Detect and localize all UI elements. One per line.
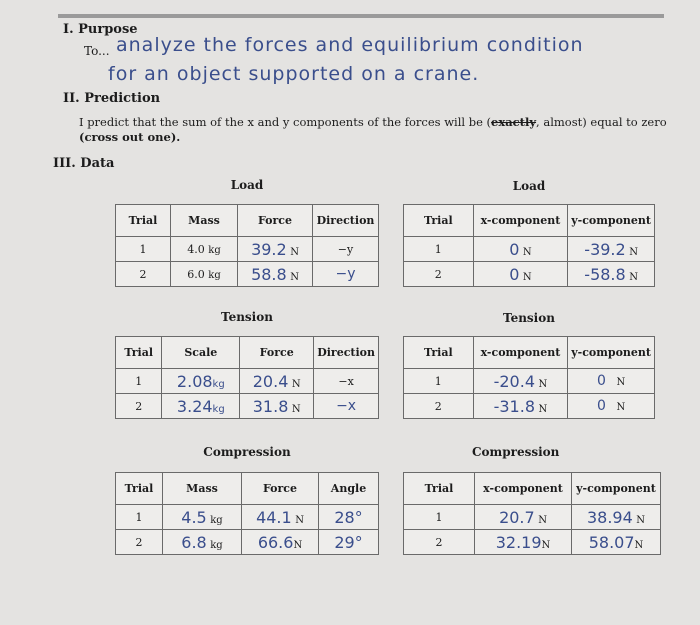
load-components-title: Load (512, 179, 546, 193)
x-unit: N (522, 246, 532, 258)
direction-cell: −y (313, 237, 379, 262)
table-row (116, 237, 379, 262)
trial-cell: 2 (116, 530, 163, 555)
mass-cell (163, 530, 242, 555)
mass-value: 4.0 (187, 242, 205, 256)
table-row (404, 505, 661, 530)
table-row (116, 369, 379, 394)
force-unit: N (293, 539, 303, 551)
prediction-instruction: (cross out one). (79, 130, 181, 144)
mass-unit: kg (208, 244, 221, 256)
load-components-table (403, 204, 655, 287)
col-force: Force (238, 205, 313, 237)
purpose-prefix: To... (84, 44, 110, 58)
table-row (404, 530, 661, 555)
table-header-row (116, 337, 379, 369)
x-cell (473, 394, 568, 419)
x-cell (475, 530, 572, 555)
x-value: 0 (509, 239, 520, 259)
y-value: 0 (597, 373, 606, 389)
compression-components-table (403, 472, 661, 555)
y-value: -39.2 (584, 239, 626, 259)
scale-cell (162, 369, 240, 394)
angle-cell: 28° (319, 505, 379, 530)
y-unit: N (634, 539, 644, 551)
direction-cell: −y (313, 262, 379, 287)
col-direction: Direction (314, 337, 379, 369)
y-cell (568, 262, 655, 287)
col-y-component: y-component (568, 337, 655, 369)
scale-unit: kg (212, 378, 225, 390)
force-value: 39.2 (251, 239, 287, 259)
col-trial: Trial (116, 205, 171, 237)
mass-value: 4.5 (181, 507, 207, 527)
table-row (404, 369, 655, 394)
prediction-text-after: , almost) equal to zero (536, 115, 667, 129)
trial-cell: 2 (116, 394, 162, 419)
table-row (404, 262, 655, 287)
force-value: 20.4 (252, 371, 289, 391)
y-value: 58.07 (588, 532, 635, 552)
x-unit: N (522, 271, 532, 283)
col-direction: Direction (313, 205, 379, 237)
y-cell (572, 530, 661, 555)
y-unit: N (629, 246, 638, 258)
trial-cell: 2 (404, 530, 475, 555)
col-trial: Trial (404, 473, 475, 505)
x-unit: N (541, 539, 551, 551)
scale-unit: kg (212, 403, 225, 415)
prediction-heading: II. Prediction (63, 91, 161, 106)
x-cell (473, 369, 568, 394)
compression-table (115, 472, 379, 555)
tension-components-table (403, 336, 655, 419)
table-row (404, 394, 655, 419)
trial-cell: 2 (404, 262, 474, 287)
col-force: Force (240, 337, 314, 369)
table-header-row (116, 205, 379, 237)
trial-cell: 2 (404, 394, 474, 419)
y-unit: N (636, 514, 646, 526)
tension-components-title: Tension (503, 311, 555, 325)
mass-unit: kg (210, 539, 223, 551)
mass-unit: kg (208, 269, 221, 281)
prediction-text (79, 115, 667, 130)
col-y-component: y-component (572, 473, 661, 505)
force-value: 44.1 (256, 507, 292, 527)
table-header-row (116, 473, 379, 505)
force-cell (242, 530, 319, 555)
x-cell (475, 505, 572, 530)
x-value: 0 (509, 264, 520, 284)
col-x-component: x-component (473, 205, 568, 237)
mass-cell (163, 505, 242, 530)
col-y-component: y-component (568, 205, 655, 237)
purpose-line-2: for an object supported on a crane. (108, 63, 480, 85)
col-mass: Mass (163, 473, 242, 505)
table-row (116, 394, 379, 419)
force-value: 31.8 (252, 396, 289, 416)
trial-cell: 1 (404, 237, 474, 262)
trial-cell: 1 (404, 505, 475, 530)
force-unit: N (290, 246, 299, 258)
trial-cell: 1 (116, 237, 171, 262)
col-angle: Angle (319, 473, 379, 505)
y-unit: N (629, 271, 638, 283)
trial-cell: 1 (404, 369, 474, 394)
direction-cell: −x (314, 394, 379, 419)
purpose-line-1: analyze the forces and equilibrium condition (116, 34, 584, 56)
top-rule (58, 14, 664, 18)
x-value: 20.7 (499, 507, 535, 527)
x-cell (473, 237, 568, 262)
force-cell (238, 237, 313, 262)
force-cell (242, 505, 319, 530)
scale-value: 2.08 (176, 371, 213, 391)
col-trial: Trial (116, 473, 163, 505)
y-cell (568, 394, 655, 419)
angle-cell: 29° (319, 530, 379, 555)
col-scale: Scale (162, 337, 240, 369)
force-unit: N (291, 378, 301, 390)
y-value: -58.8 (584, 264, 626, 284)
force-cell (240, 369, 314, 394)
compression-title: Compression (203, 445, 291, 459)
y-value: 38.94 (586, 507, 633, 527)
force-unit: N (291, 403, 301, 415)
col-force: Force (242, 473, 319, 505)
y-unit: N (616, 402, 626, 413)
table-row (116, 530, 379, 555)
table-header-row (404, 337, 655, 369)
mass-unit: kg (210, 514, 223, 526)
purpose-heading: I. Purpose (63, 22, 138, 37)
force-value: 66.6 (257, 532, 294, 552)
trial-cell: 1 (116, 505, 163, 530)
x-cell (473, 262, 568, 287)
table-row (404, 237, 655, 262)
trial-cell: 1 (116, 369, 162, 394)
scale-value: 3.24 (176, 396, 213, 416)
col-x-component: x-component (475, 473, 572, 505)
x-unit: N (538, 378, 548, 390)
mass-value: 6.8 (181, 532, 207, 552)
table-header-row (404, 205, 655, 237)
x-unit: N (538, 403, 548, 415)
table-row (116, 505, 379, 530)
col-trial: Trial (404, 205, 474, 237)
force-unit: N (290, 271, 299, 283)
y-cell (572, 505, 661, 530)
mass-cell (171, 262, 238, 287)
direction-cell: −x (314, 369, 379, 394)
scale-cell (162, 394, 240, 419)
prediction-text-before: I predict that the sum of the x and y components of the forces will be ( (79, 115, 492, 129)
x-unit: N (538, 514, 547, 526)
mass-cell (171, 237, 238, 262)
y-value: 0 (597, 398, 606, 414)
compression-components-title: Compression (472, 445, 560, 459)
load-title: Load (230, 178, 264, 192)
force-cell (238, 262, 313, 287)
force-unit: N (295, 514, 304, 526)
trial-cell: 2 (116, 262, 171, 287)
y-unit: N (616, 377, 626, 388)
y-cell (568, 237, 655, 262)
x-value: -20.4 (493, 371, 535, 391)
col-mass: Mass (171, 205, 238, 237)
col-x-component: x-component (473, 337, 568, 369)
force-cell (240, 394, 314, 419)
mass-value: 6.0 (187, 267, 205, 281)
x-value: 32.19 (495, 532, 542, 552)
col-trial: Trial (116, 337, 162, 369)
col-trial: Trial (404, 337, 474, 369)
x-value: -31.8 (493, 396, 535, 416)
y-cell (568, 369, 655, 394)
force-value: 58.8 (251, 264, 287, 284)
table-row (116, 262, 379, 287)
data-heading: III. Data (53, 156, 115, 171)
prediction-struck-option: exactly (491, 115, 537, 129)
tension-table (115, 336, 379, 419)
load-table (115, 204, 379, 287)
table-header-row (404, 473, 661, 505)
tension-title: Tension (221, 310, 273, 324)
